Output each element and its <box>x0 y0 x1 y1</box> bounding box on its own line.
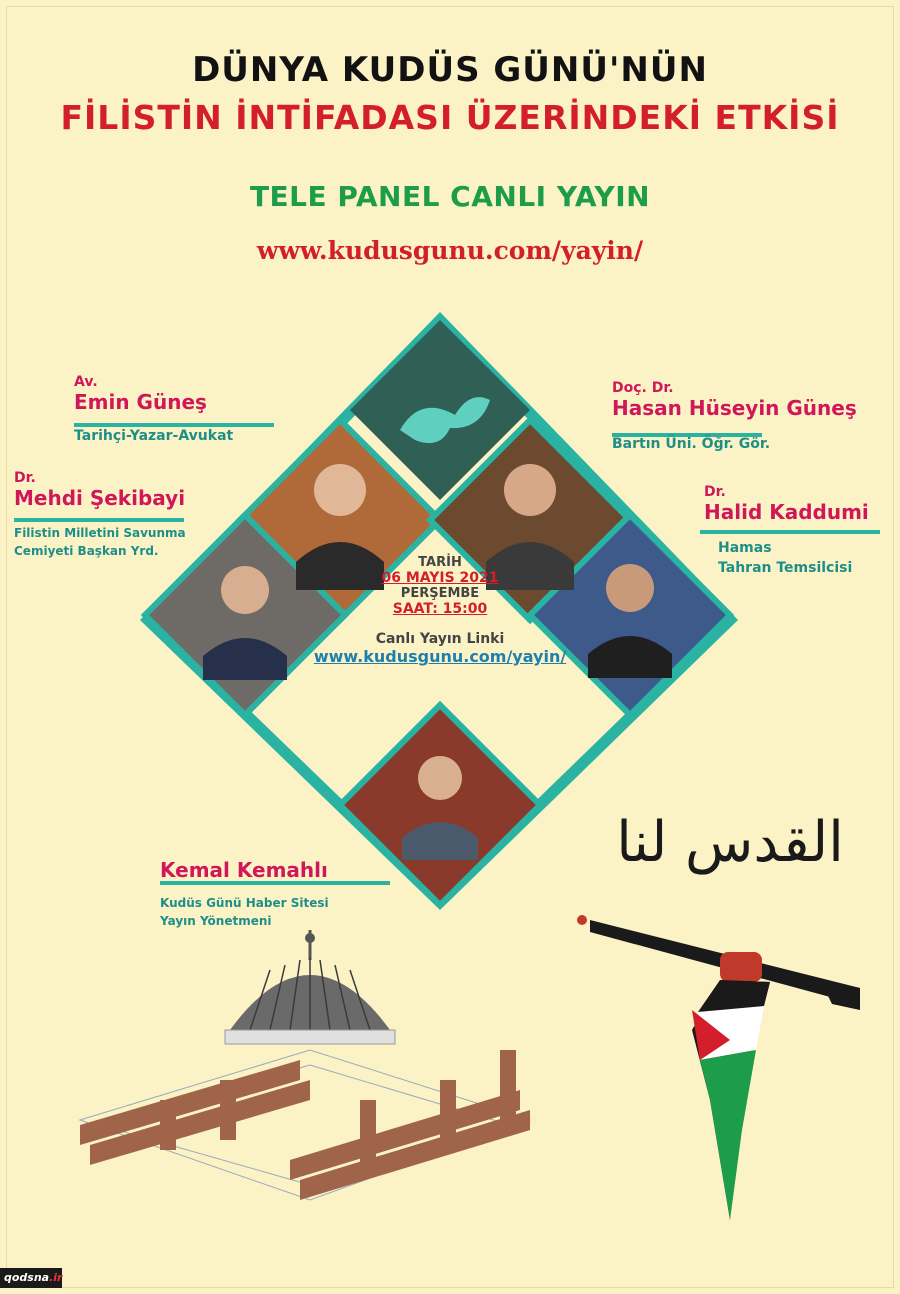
rifle-flag-illustration <box>570 900 870 1240</box>
title-line-1: DÜNYA KUDÜS GÜNÜ'NÜN <box>192 50 708 90</box>
watermark-tld: .ir <box>49 1271 63 1284</box>
subtitle: TELE PANEL CANLI YAYIN <box>249 180 651 213</box>
header-url[interactable]: www.kudusgunu.com/yayin/ <box>256 236 644 265</box>
event-link[interactable]: www.kudusgunu.com/yayin/ <box>313 647 567 666</box>
event-date: 06 MAYIS 2021 <box>381 570 499 586</box>
event-info <box>290 555 590 666</box>
speaker-desc: Filistin Milletini Savunma <box>14 526 186 540</box>
calligraphy-right: القدس لنا <box>616 810 844 875</box>
speaker-name: Hasan Hüseyin Güneş <box>612 396 857 420</box>
event-date-label: TARİH <box>418 555 462 570</box>
speaker-desc: Tahran Temsilcisi <box>718 560 853 576</box>
watermark <box>0 1268 62 1288</box>
speaker-role: Av. <box>74 374 98 390</box>
speaker-halid-kaddumi <box>704 484 869 578</box>
speaker-name: Kemal Kemahlı <box>160 858 328 882</box>
speaker-name: Mehdi Şekibayi <box>14 486 186 510</box>
speaker-desc: Hamas <box>718 540 772 556</box>
watermark-name: qodsna <box>4 1271 50 1284</box>
speaker-name: Emin Güneş <box>74 390 207 414</box>
speaker-mehdi-sekibayi <box>14 470 186 560</box>
speaker-role: Dr. <box>14 470 36 486</box>
speaker-desc: Tarihçi-Yazar-Avukat <box>74 428 234 444</box>
speaker-desc: Cemiyeti Başkan Yrd. <box>14 544 159 558</box>
speaker-name: Halid Kaddumi <box>704 500 869 524</box>
speaker-role: Dr. <box>704 484 726 500</box>
speaker-desc: Kudüs Günü Haber Sitesi <box>160 896 329 910</box>
event-day: PERŞEMBE <box>400 586 480 601</box>
speaker-hasan-huseyin-gunes <box>612 380 857 454</box>
dome-illustration <box>60 930 540 1240</box>
speaker-desc: Bartın Üni. Öğr. Gör. <box>612 436 771 452</box>
speaker-desc: Yayın Yönetmeni <box>160 914 272 928</box>
title-line-2: FİLİSTİN İNTİFADASI ÜZERİNDEKİ ETKİSİ <box>60 98 840 137</box>
event-link-label: Canlı Yayın Linki <box>375 631 505 647</box>
speaker-role: Doç. Dr. <box>612 380 674 396</box>
speaker-kemal-kemahli <box>160 858 329 930</box>
speaker-emin-gunes <box>74 374 233 446</box>
event-time: SAAT: 15:00 <box>392 601 488 617</box>
